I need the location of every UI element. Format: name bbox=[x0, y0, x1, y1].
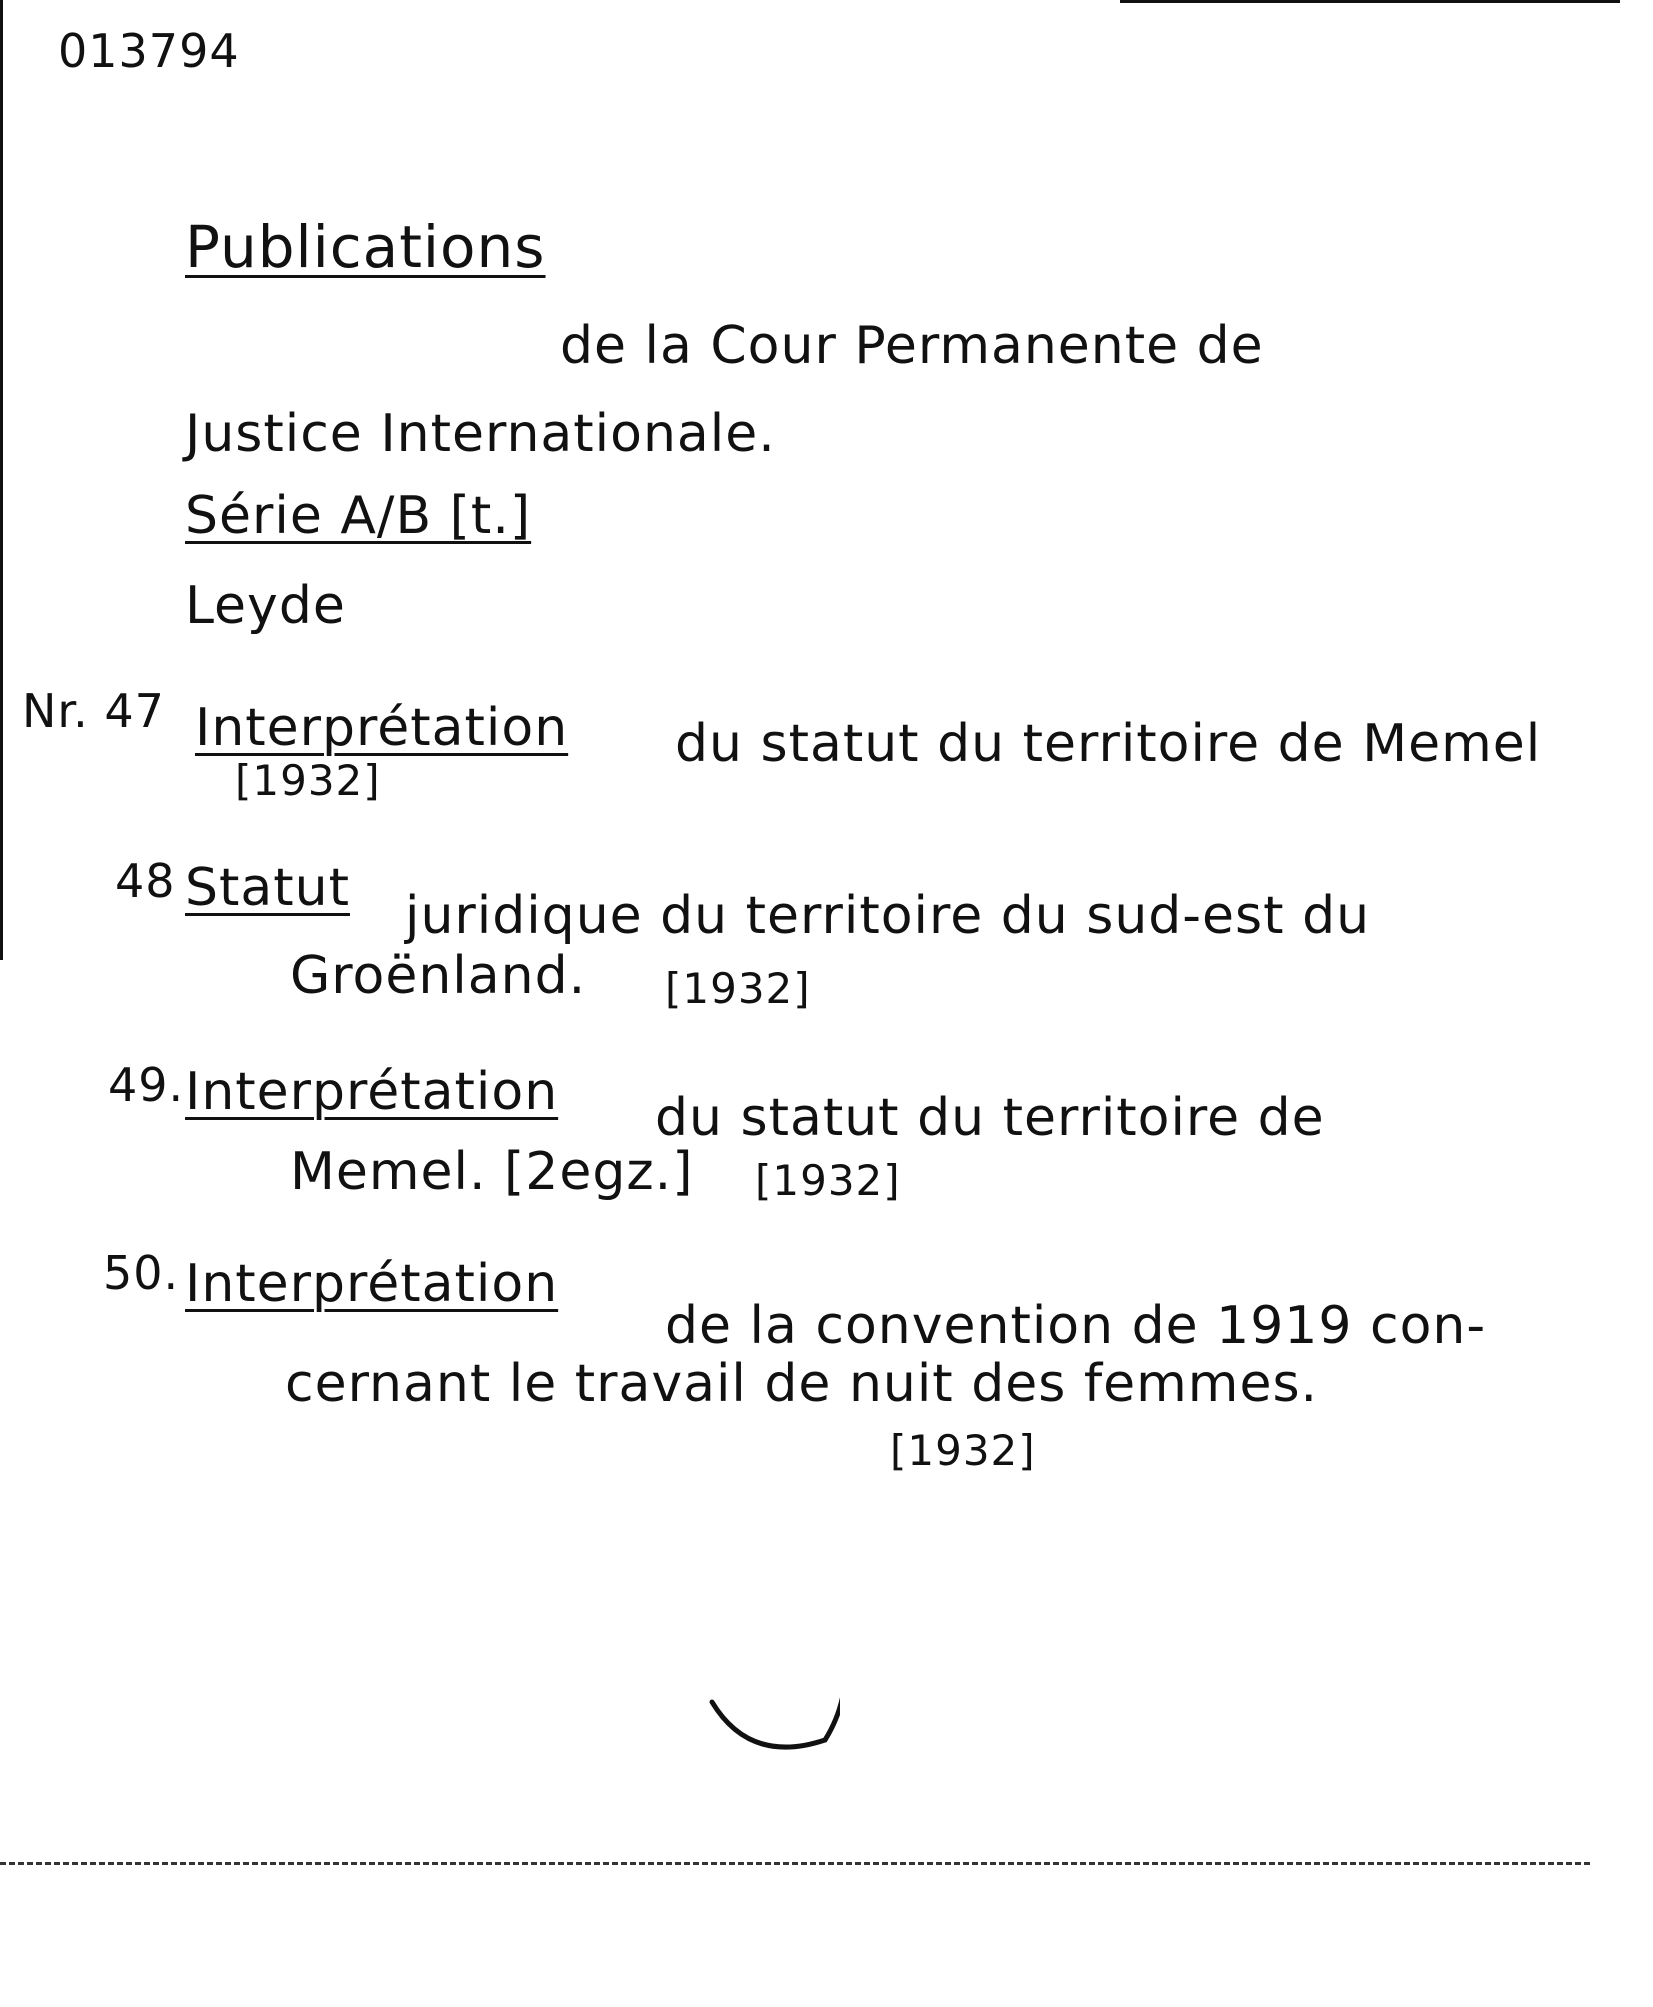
card-top-edge bbox=[1120, 0, 1620, 3]
entry-year: [1932] bbox=[890, 1426, 1036, 1475]
heading-line-3: Justice Internationale. bbox=[185, 404, 776, 464]
entry-keyword: Statut bbox=[185, 858, 350, 918]
entry-number: 50. bbox=[103, 1246, 180, 1300]
entry-number: 49. bbox=[108, 1058, 185, 1112]
stamp-arc-mark bbox=[700, 1640, 840, 1780]
card-bottom-edge bbox=[0, 1862, 1590, 1865]
entry-year: [1932] bbox=[665, 964, 811, 1013]
entry-title-rest: juridique du territoire du sud-est du bbox=[405, 886, 1371, 946]
heading-title: Publications bbox=[185, 213, 546, 281]
entry-keyword: Interprétation bbox=[185, 1254, 559, 1314]
entry-continuation: Memel. [2egz.] bbox=[290, 1142, 694, 1202]
place-label: Leyde bbox=[185, 576, 346, 636]
entry-continuation: cernant le travail de nuit des femmes. bbox=[285, 1354, 1319, 1414]
entry-title-rest: de la convention de 1919 con- bbox=[665, 1296, 1487, 1356]
entry-keyword: Interprétation bbox=[185, 1062, 559, 1122]
entry-keyword: Interprétation bbox=[195, 698, 569, 758]
entry-number: 48 bbox=[115, 854, 176, 908]
series-label: Série A/B [t.] bbox=[185, 486, 532, 546]
entry-year: [1932] bbox=[235, 756, 381, 805]
entry-continuation: Groënland. bbox=[290, 946, 587, 1006]
entry-year: [1932] bbox=[755, 1156, 901, 1205]
card-id: 013794 bbox=[58, 24, 240, 78]
card-left-edge bbox=[0, 0, 3, 960]
heading-line-2: de la Cour Permanente de bbox=[560, 316, 1264, 376]
entry-number: Nr. 47 bbox=[22, 684, 165, 738]
entry-title-rest: du statut du territoire de bbox=[655, 1088, 1325, 1148]
entry-title-rest: du statut du territoire de Memel bbox=[675, 714, 1542, 774]
